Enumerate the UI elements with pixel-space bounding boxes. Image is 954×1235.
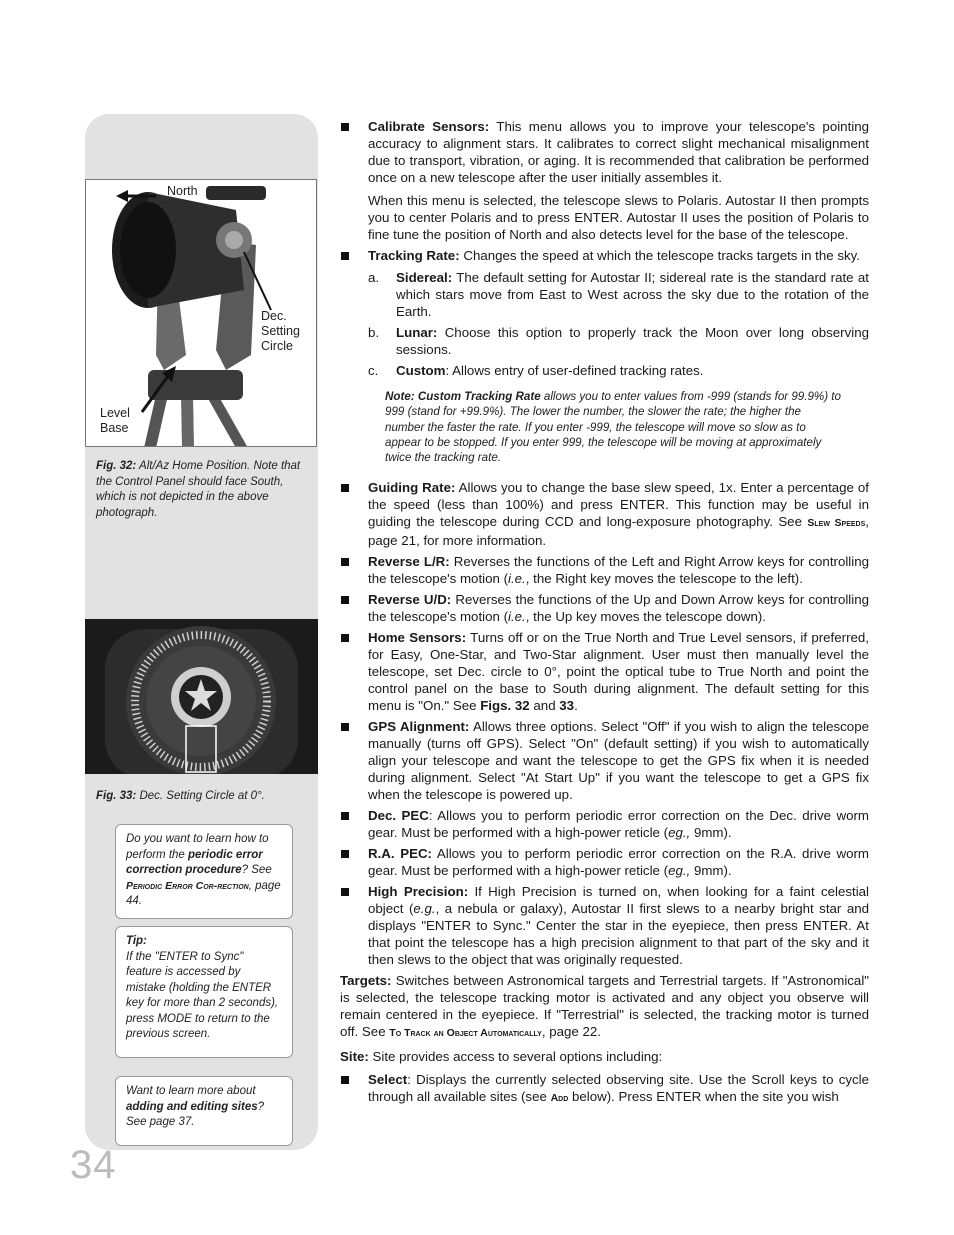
dec-pec-text: : Allows you to perform periodic error correction on the Dec. drive worm gear. Must be performed with a high-power reticle (: [368, 808, 870, 841]
ra-pec-text-2: 9mm).: [690, 863, 732, 879]
select-text: : Displays the currently selected observing site. Use the Scroll keys to cycle through all available sites (see: [368, 1072, 869, 1105]
high-precision-text-2: , a nebula or galaxy), Autostar II first slews to a nearby bright star and displays "ENTER to Sync." Center the star in the eyepiece, then press ENTER. At that point the telescope has a high precision alignment to that part of the sky and it then slews to the object that was originally requested.: [368, 901, 869, 968]
tip-pec-ref: Periodic Error Cor-rection: [126, 879, 249, 892]
high-precision-title: High Precision:: [368, 884, 469, 900]
dec-pec-eg: eg.,: [668, 825, 691, 841]
note-text: allows you to enter values from -999 (stands for 99.9%) to 999 (stand for +99.9%). The lower the number, the slower the rate; the higher the number the faster the rate. If you enter -999, the telescope will move so slow as to appear to be stopped. If you enter 999, the telescope will be moving at approximately twice the tracking rate.: [385, 390, 841, 465]
high-precision-eg: e.g.: [413, 901, 436, 917]
sidereal-text: The default setting for Autostar II; sidereal rate is the standard rate at which stars move from East to West across the sky due to the rotation of the Earth.: [396, 270, 869, 319]
reverse-lr-text-2: , the Right key moves the telescope to the left).: [525, 571, 803, 587]
sub-item-lunar: [340, 324, 869, 358]
sub-item-custom: [340, 362, 869, 379]
home-fig-ref-32: Figs. 32: [480, 698, 530, 714]
select-title: Select: [368, 1072, 408, 1088]
tip-sites-text: Want to learn more about: [126, 1085, 256, 1097]
para-targets: [340, 972, 869, 1042]
tip-pec-text: Do you want to learn how to perform the: [126, 833, 269, 861]
reverse-ud-ie: i.e.: [508, 609, 526, 625]
fig32-photo: [85, 179, 317, 447]
bullet-tracking-rate: [340, 247, 869, 264]
fig33-caption: [96, 789, 301, 805]
bullet-reverse-lr: [340, 553, 869, 587]
label-circle: Circle: [261, 339, 293, 353]
lunar-text: Choose this option to properly track the Moon over long observing sessions.: [396, 325, 869, 357]
bullet-gps-alignment: [340, 718, 869, 803]
tip-pec-text3: , page 44.: [126, 879, 281, 907]
bullet-guiding-rate: [340, 479, 869, 549]
home-and: and: [529, 698, 560, 714]
fig33-photo: [85, 619, 318, 774]
para-site: [340, 1048, 869, 1065]
bullet-dec-pec: [340, 807, 869, 841]
targets-text: Switches between Astronomical targets and Terrestrial targets. If "Astronomical" is selected, the telescope tracking motor is activated and any object you observe will remain centered in the eyepiece. If "Terrestrial" is selected, the tracking motor is turned off. See: [340, 973, 869, 1040]
home-fig-ref-33: 33: [559, 698, 575, 714]
guiding-text-2: , page 21, for more information.: [368, 514, 869, 549]
bullet-calibrate-sensors: [340, 118, 869, 243]
dec-pec-text-2: 9mm).: [690, 825, 732, 841]
tracking-title: Tracking Rate:: [368, 248, 460, 263]
home-end: .: [574, 698, 578, 714]
tip-sync-title: Tip:: [126, 935, 147, 947]
targets-title: Targets:: [340, 973, 392, 989]
tip-pec-text2: ? See: [241, 864, 272, 876]
page-number: 34: [70, 1143, 117, 1187]
bullet-high-precision: [340, 883, 869, 968]
reverse-ud-title: Reverse U/D:: [368, 592, 452, 608]
gps-text: Allows three options. Select "Off" if you wish to align the telescope manually (turns off GPS). Select "On" (default setting) if you wish to automatically align your telescope and want the telescope to get the GPS fix when it is needed during alignment. Select "At Start Up" if you want the telescope to get a GPS fix when the telescope is powered up.: [368, 719, 869, 803]
bullet-reverse-ud: [340, 591, 869, 625]
site-text: Site provides access to several options including:: [368, 1049, 663, 1065]
sub-item-sidereal: [340, 269, 869, 320]
targets-text-2: , page 22.: [541, 1024, 601, 1040]
sidereal-title: Sidereal:: [396, 270, 453, 285]
reverse-lr-text: Reverses the functions of the Left and Right Arrow keys for controlling the telescope's motion (: [368, 554, 869, 587]
high-precision-text: If High Precision is turned on, when looking for a faint celestial object (: [368, 884, 869, 917]
label-dec: Dec.: [261, 309, 287, 323]
bullet-home-sensors: [340, 629, 869, 714]
ra-pec-title: R.A. PEC:: [368, 846, 432, 862]
fig32-caption-text: Alt/Az Home Position. Note that the Control Panel should face South, which is not depicted in the above photograph.: [96, 460, 301, 519]
guiding-text: Allows you to change the base slew speed, 1x. Enter a percentage of the speed (less than 100%) and press ENTER. This function may be useful in guiding the telescope during CCD and long-exposure photography. See: [368, 480, 869, 530]
label-level: Level: [100, 406, 130, 420]
reverse-lr-title: Reverse L/R:: [368, 554, 450, 570]
lunar-title: Lunar:: [396, 325, 438, 340]
dec-circle-illustration: [85, 619, 318, 774]
tip-pec-bold: periodic error correction procedure: [126, 848, 263, 876]
sub-b-letter: b.: [368, 325, 380, 340]
guiding-title: Guiding Rate:: [368, 480, 456, 496]
ra-pec-text: Allows you to perform periodic error correction on the R.A. drive worm gear. Must be performed with a high-power reticle (: [368, 846, 870, 879]
dec-pec-title: Dec. PEC: [368, 808, 429, 824]
custom-title: Custom: [396, 363, 446, 378]
home-text: Turns off or on the True North and True Level sensors, if preferred, for Easy, One-Star, and Two-Star alignment. User must then manually level the telescope, set Dec. circle to 0°, point the optical tube to True North and point the control panel on the base to South during alignment. The default setting for this menu is "On." See: [368, 630, 869, 714]
label-base: Base: [100, 421, 129, 435]
label-north: North: [167, 184, 198, 198]
tip-sites-bold: adding and editing sites: [126, 1100, 258, 1113]
label-setting: Setting: [261, 324, 300, 338]
reverse-ud-text: Reverses the functions of the Up and Down Arrow keys for controlling the telescope's motion (: [368, 592, 870, 625]
sub-c-letter: c.: [368, 363, 379, 378]
track-object-ref: To Track an Object Automatically: [389, 1027, 542, 1040]
main-column: [340, 118, 869, 1111]
sub-a-letter: a.: [368, 270, 380, 285]
gps-title: GPS Alignment:: [368, 719, 470, 735]
tip-box-pec: [115, 824, 293, 919]
custom-text: : Allows entry of user-defined tracking rates.: [445, 363, 704, 378]
fig33-caption-title: Fig. 33:: [96, 790, 137, 802]
fig32-caption-title: Fig. 32:: [96, 460, 137, 472]
calibrate-title: Calibrate Sensors:: [368, 119, 490, 134]
fig32-caption: [96, 459, 301, 521]
tip-sync-text: If the "ENTER to Sync" feature is accessed by mistake (holding the ENTER key for more than 2 seconds), press MODE to return to the previous screen.: [126, 950, 279, 1040]
tracking-text: Changes the speed at which the telescope tracks targets in the sky.: [459, 248, 861, 263]
select-text-2: below). Press ENTER when the site you wish: [568, 1089, 839, 1105]
tip-box-sync: [115, 926, 293, 1058]
calibrate-text-2: When this menu is selected, the telescope slews to Polaris. Autostar II then prompts you to center Polaris and to press ENTER. Autostar II uses the position of Polaris to fine tune the position of North and also detects level for the base of the telescope.: [368, 193, 869, 242]
bullet-ra-pec: [340, 845, 869, 879]
note-custom-tracking: [340, 389, 869, 465]
tip-box-sites: [115, 1076, 293, 1146]
slew-speeds-ref: Slew Speeds: [807, 517, 866, 530]
site-title: Site:: [340, 1049, 369, 1065]
note-title: Note: Custom Tracking Rate: [385, 390, 541, 403]
ra-pec-eg: eg.,: [668, 863, 691, 879]
tip-sites-text2: ? See page 37.: [126, 1100, 265, 1128]
add-ref: Add: [550, 1092, 569, 1105]
fig33-caption-text: Dec. Setting Circle at 0°.: [139, 790, 265, 802]
calibrate-text: This menu allows you to improve your telescope's pointing accuracy to alignment stars. It calibrates to correct slight mechanical misalignment due to transport, vibration, or aging. It is recommended that calibration be performed once on a new telescope after the user initially assembles it.: [368, 119, 870, 185]
reverse-lr-ie: i.e.: [508, 571, 526, 587]
bullet-select: [340, 1071, 869, 1107]
home-title: Home Sensors:: [368, 630, 467, 646]
reverse-ud-text-2: , the Up key moves the telescope down).: [525, 609, 766, 625]
